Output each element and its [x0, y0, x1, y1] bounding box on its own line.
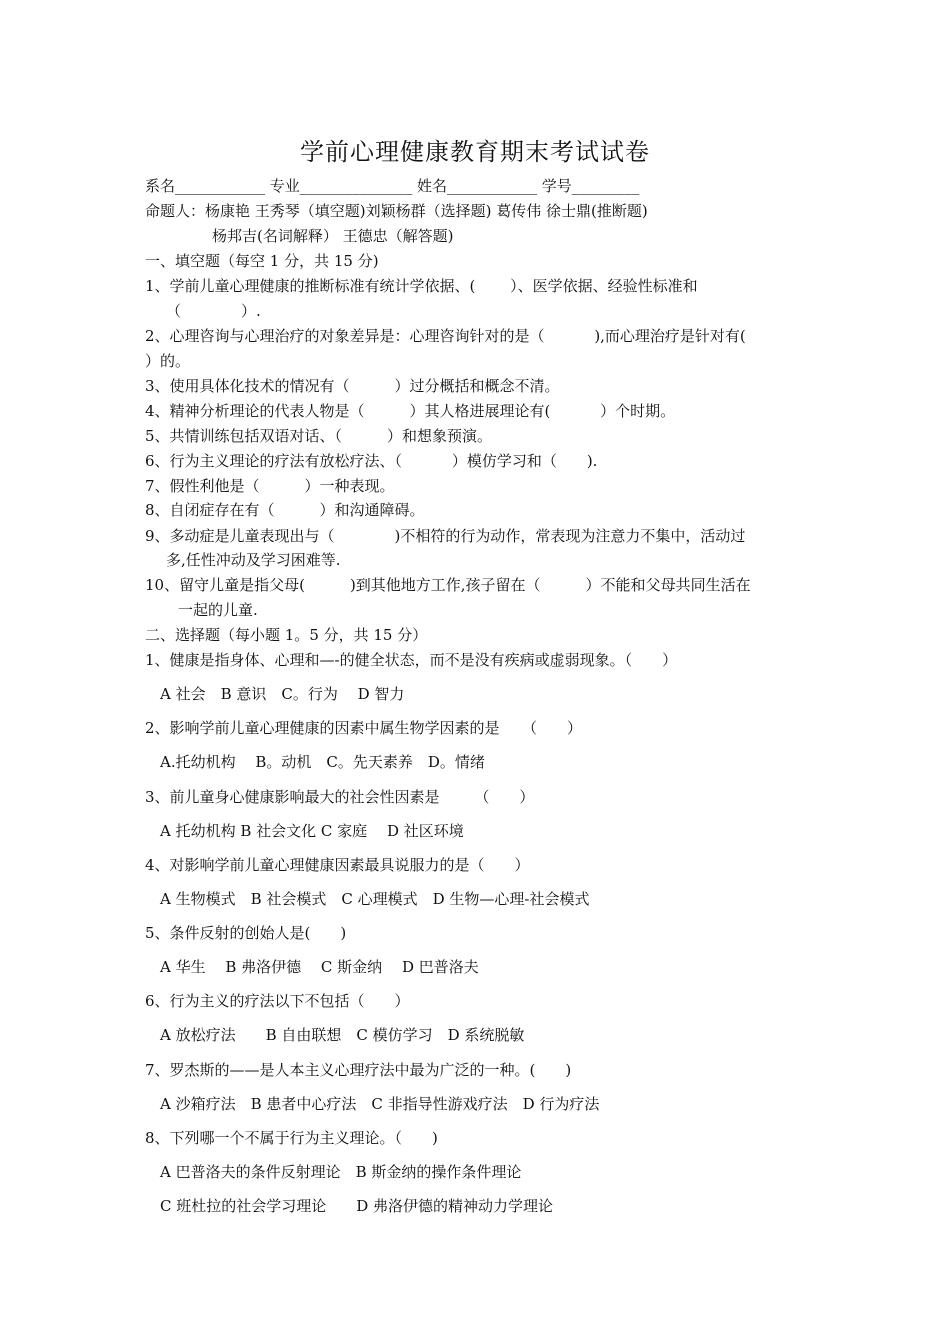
authors-line-1: 命题人：杨康艳 王秀琴（填空题)刘颖杨群（选择题) 葛传伟 徐士鼎(推断题): [145, 202, 648, 220]
choice-question: 8、下列哪一个不属于行为主义理论。（ ): [145, 1129, 438, 1147]
choice-options: A 华生 B 弗洛伊德 C 斯金纳 D 巴普洛夫: [160, 958, 479, 976]
fill-question-line: 5、共情训练包括双语对话、（ ）和想象预演。: [145, 427, 493, 445]
choice-options: A 社会 B 意识 C。行为 D 智力: [160, 685, 405, 703]
fill-question-line: 一起的儿童.: [178, 601, 258, 619]
choice-options: A 巴普洛夫的条件反射理论 B 斯金纳的操作条件理论: [160, 1163, 522, 1181]
fill-question-line: ）的。: [145, 352, 191, 370]
fill-question-line: 2、心理咨询与心理治疗的对象差异是：心理咨询针对的是（ ),而心理治疗是针对有(: [145, 327, 746, 345]
fill-question-line: 8、自闭症存在有（ ）和沟通障碍。: [145, 501, 425, 519]
fill-question-line: 6、行为主义理论的疗法有放松疗法、（ ）模仿学习和（ ).: [145, 452, 598, 470]
choice-question: 2、影响学前儿童心理健康的因素中属生物学因素的是 （ ）: [145, 719, 583, 737]
fill-question-line: 多,任性冲动及学习困难等.: [166, 551, 341, 569]
fill-question-line: 7、假性利他是（ ）一种表现。: [145, 477, 395, 495]
choice-question: 1、健康是指身体、心理和—-的健全状态，而不是没有疾病或虚弱现象。（ ）: [145, 651, 678, 669]
fill-question-line: 4、精神分析理论的代表人物是（ ）其人格进展理论有( ）个时期。: [145, 402, 676, 420]
student-info-line: 系名____________ 专业_______________ 姓名____________ 学号_________: [145, 177, 640, 195]
choice-options: A 托幼机构 B 社会文化 C 家庭 D 社区环境: [160, 822, 464, 840]
authors-line-2: 杨邦吉(名词解释） 王德忠（解答题): [212, 227, 454, 245]
choice-options: A.托幼机构 B。动机 C。先天素养 D。情绪: [160, 753, 485, 771]
exam-title: 学前心理健康教育期末考试试卷: [300, 138, 650, 166]
choice-options: C 班杜拉的社会学习理论 D 弗洛伊德的精神动力学理论: [160, 1197, 554, 1215]
choice-question: 7、罗杰斯的——是人本主义心理疗法中最为广泛的一种。( ): [145, 1061, 572, 1079]
section1-heading: 一、填空题（每空 1 分，共 15 分): [145, 252, 379, 270]
fill-question-line: 1、学前儿童心理健康的推断标准有统计学依据、( ）、医学依据、经验性标准和: [145, 277, 698, 295]
fill-question-line: 3、使用具体化技术的情况有（ ）过分概括和概念不清。: [145, 377, 560, 395]
choice-question: 3、前儿童身心健康影响最大的社会性因素是 （ ）: [145, 788, 535, 806]
choice-options: A 沙箱疗法 B 患者中心疗法 C 非指导性游戏疗法 D 行为疗法: [160, 1095, 600, 1113]
choice-question: 4、对影响学前儿童心理健康因素最具说服力的是（ ）: [145, 856, 530, 874]
section2-heading: 二、选择题（每小题 1。5 分，共 15 分）: [145, 626, 428, 644]
fill-question-line: 9、多动症是儿童表现出与（ )不相符的行为动作，常表现为注意力不集中，活动过: [145, 527, 746, 545]
choice-question: 6、行为主义的疗法以下不包括（ ）: [145, 992, 410, 1010]
fill-question-line: 10、留守儿童是指父母( )到其他地方工作,孩子留在（ ）不能和父母共同生活在: [145, 576, 751, 594]
choice-options: A 放松疗法 B 自由联想 C 模仿学习 D 系统脱敏: [160, 1026, 525, 1044]
choice-question: 5、条件反射的创始人是( ): [145, 924, 347, 942]
choice-options: A 生物模式 B 社会模式 C 心理模式 D 生物—心理-社会模式: [160, 890, 590, 908]
fill-question-line: （ ）.: [166, 302, 261, 320]
